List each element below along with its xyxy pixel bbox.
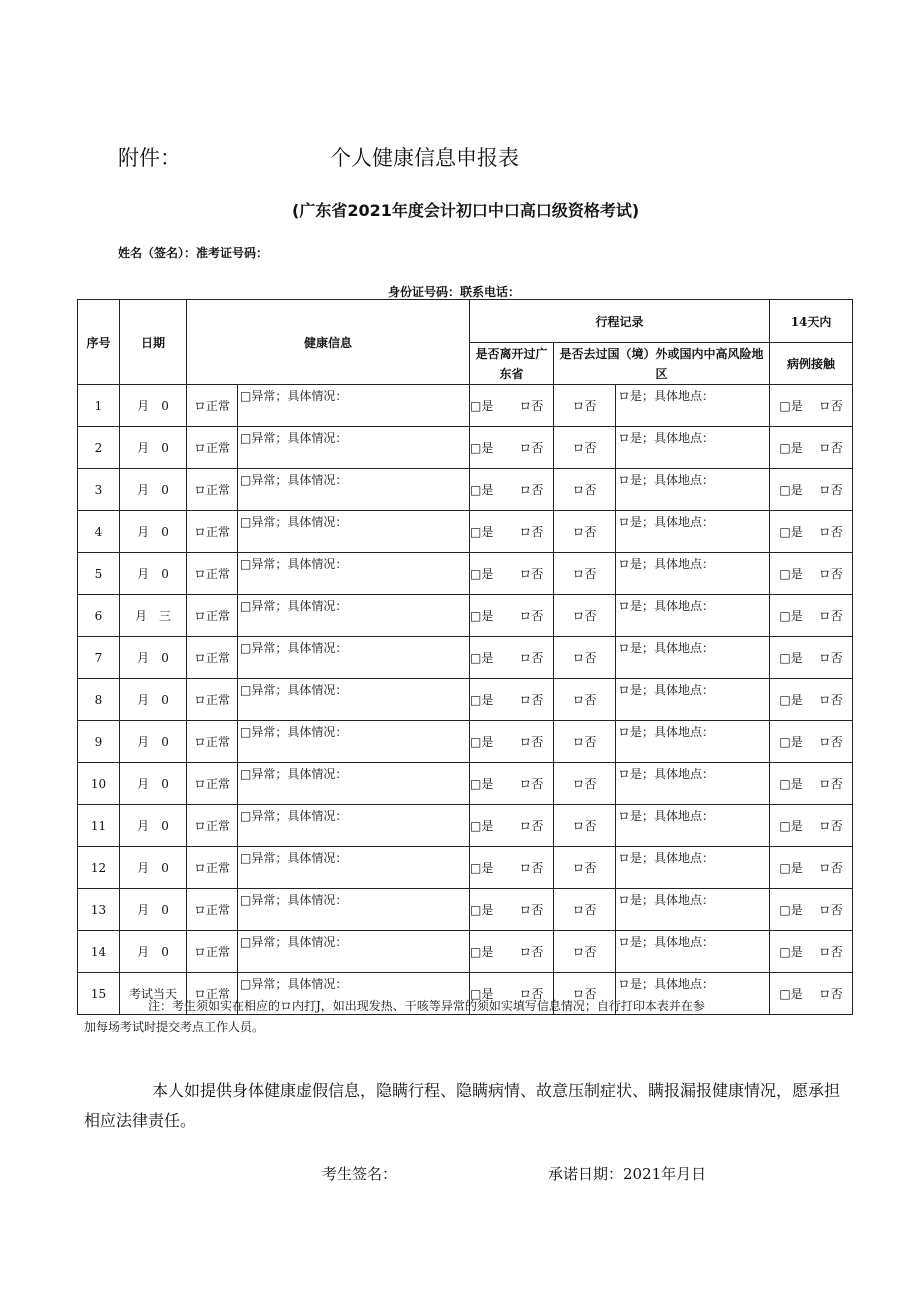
- table-row: [78, 889, 853, 931]
- health-normal-checkbox[interactable]: ロ正常: [187, 469, 238, 511]
- health-abnormal-field[interactable]: □异常；具体情况：: [238, 931, 470, 973]
- risk-area-yes-field[interactable]: ロ是；具体地点：: [616, 721, 770, 763]
- case-contact-options[interactable]: □是 ロ否: [770, 847, 853, 889]
- case-contact-options[interactable]: □是 ロ否: [770, 595, 853, 637]
- risk-area-yes-field[interactable]: ロ是；具体地点：: [616, 679, 770, 721]
- left-guangdong-options[interactable]: □是 ロ否: [470, 889, 554, 931]
- row-date: 月 0: [120, 763, 187, 805]
- case-contact-options[interactable]: □是 ロ否: [770, 637, 853, 679]
- left-guangdong-options[interactable]: □是 ロ否: [470, 553, 554, 595]
- risk-area-yes-field[interactable]: ロ是；具体地点：: [616, 469, 770, 511]
- note-line-1: 注：考生须如实在相应的ロ内打J，如出现发热、干咳等异常的须如实填写信息情况；自行打印本表并在参: [148, 999, 705, 1013]
- header-14-days: 14天内: [770, 300, 853, 343]
- risk-area-no-checkbox[interactable]: ロ否: [554, 427, 616, 469]
- risk-area-no-checkbox[interactable]: ロ否: [554, 595, 616, 637]
- left-guangdong-options[interactable]: □是 ロ否: [470, 931, 554, 973]
- health-normal-checkbox[interactable]: ロ正常: [187, 553, 238, 595]
- risk-area-yes-field[interactable]: ロ是；具体地点：: [616, 805, 770, 847]
- health-normal-checkbox[interactable]: ロ正常: [187, 973, 238, 1015]
- header-risk-area: 是否去过国（境）外或国内中高风险地区: [554, 343, 770, 385]
- row-number: 12: [78, 847, 120, 889]
- case-contact-options[interactable]: □是 ロ否: [770, 889, 853, 931]
- left-guangdong-options[interactable]: □是 ロ否: [470, 385, 554, 427]
- table-body: [78, 385, 853, 1015]
- table-row: [78, 805, 853, 847]
- row-number: 15: [78, 973, 120, 1015]
- risk-area-no-checkbox[interactable]: ロ否: [554, 931, 616, 973]
- health-normal-checkbox[interactable]: ロ正常: [187, 805, 238, 847]
- left-guangdong-options[interactable]: □是 ロ否: [470, 637, 554, 679]
- risk-area-no-checkbox[interactable]: ロ否: [554, 889, 616, 931]
- page-subtitle: (广东省2021年度会计初口中口高口级资格考试): [292, 201, 640, 220]
- case-contact-options[interactable]: □是 ロ否: [770, 553, 853, 595]
- health-abnormal-field[interactable]: □异常；具体情况：: [238, 889, 470, 931]
- health-abnormal-field[interactable]: □异常；具体情况：: [238, 511, 470, 553]
- risk-area-no-checkbox[interactable]: ロ否: [554, 637, 616, 679]
- case-contact-options[interactable]: □是 ロ否: [770, 721, 853, 763]
- attachment-label: 附件：: [118, 146, 181, 170]
- health-abnormal-field[interactable]: □异常；具体情况：: [238, 595, 470, 637]
- row-date: 月 0: [120, 637, 187, 679]
- health-normal-checkbox[interactable]: ロ正常: [187, 889, 238, 931]
- row-number: 1: [78, 385, 120, 427]
- row-number: 2: [78, 427, 120, 469]
- risk-area-yes-field[interactable]: ロ是；具体地点：: [616, 385, 770, 427]
- row-number: 5: [78, 553, 120, 595]
- case-contact-options[interactable]: □是 ロ否: [770, 511, 853, 553]
- note-line-2: 加每场考试时提交考点工作人员。: [84, 1020, 265, 1034]
- health-normal-checkbox[interactable]: ロ正常: [187, 385, 238, 427]
- health-abnormal-field[interactable]: □异常；具体情况：: [238, 679, 470, 721]
- health-normal-checkbox[interactable]: ロ正常: [187, 679, 238, 721]
- health-abnormal-field[interactable]: □异常；具体情况：: [238, 469, 470, 511]
- row-number: 11: [78, 805, 120, 847]
- row-date: 月 0: [120, 889, 187, 931]
- case-contact-options[interactable]: □是 ロ否: [770, 427, 853, 469]
- health-abnormal-field[interactable]: □异常；具体情况：: [238, 763, 470, 805]
- risk-area-no-checkbox[interactable]: ロ否: [554, 763, 616, 805]
- table-row: [78, 469, 853, 511]
- row-number: 14: [78, 931, 120, 973]
- risk-area-yes-field[interactable]: ロ是；具体地点：: [616, 595, 770, 637]
- health-declaration-table: [77, 299, 853, 1015]
- risk-area-yes-field[interactable]: ロ是；具体地点：: [616, 889, 770, 931]
- health-normal-checkbox[interactable]: ロ正常: [187, 595, 238, 637]
- left-guangdong-options[interactable]: □是 ロ否: [470, 469, 554, 511]
- risk-area-no-checkbox[interactable]: ロ否: [554, 385, 616, 427]
- header-health-info: 健康信息: [187, 300, 470, 385]
- row-date: 月 0: [120, 427, 187, 469]
- case-contact-options[interactable]: □是 ロ否: [770, 469, 853, 511]
- table-row: [78, 427, 853, 469]
- row-number: 3: [78, 469, 120, 511]
- risk-area-yes-field[interactable]: ロ是；具体地点：: [616, 427, 770, 469]
- left-guangdong-options[interactable]: □是 ロ否: [470, 805, 554, 847]
- risk-area-no-checkbox[interactable]: ロ否: [554, 511, 616, 553]
- case-contact-options[interactable]: □是 ロ否: [770, 973, 853, 1015]
- left-guangdong-options[interactable]: □是 ロ否: [470, 973, 554, 1015]
- risk-area-yes-field[interactable]: ロ是；具体地点：: [616, 553, 770, 595]
- risk-area-no-checkbox[interactable]: ロ否: [554, 553, 616, 595]
- declaration-text: 本人如提供身体健康虚假信息，隐瞒行程、隐瞒病情、故意压制症状、瞒报漏报健康情况，愿承担相应法律责任。: [84, 1081, 841, 1130]
- header-case-contact: 病例接触: [770, 343, 853, 385]
- health-abnormal-field[interactable]: □异常；具体情况：: [238, 553, 470, 595]
- header-travel-record: 行程记录: [470, 300, 770, 343]
- row-date: 月 0: [120, 511, 187, 553]
- table-row: [78, 931, 853, 973]
- left-guangdong-options[interactable]: □是 ロ否: [470, 511, 554, 553]
- health-abnormal-field[interactable]: □异常；具体情况：: [238, 847, 470, 889]
- risk-area-yes-field[interactable]: ロ是；具体地点：: [616, 847, 770, 889]
- name-exam-number-line: 姓名（签名）：准考证号码：: [118, 246, 269, 260]
- row-date: 月 0: [120, 679, 187, 721]
- case-contact-options[interactable]: □是 ロ否: [770, 385, 853, 427]
- risk-area-no-checkbox[interactable]: ロ否: [554, 721, 616, 763]
- risk-area-no-checkbox[interactable]: ロ否: [554, 679, 616, 721]
- left-guangdong-options[interactable]: □是 ロ否: [470, 847, 554, 889]
- risk-area-no-checkbox[interactable]: ロ否: [554, 805, 616, 847]
- row-date: 月 0: [120, 805, 187, 847]
- health-normal-checkbox[interactable]: ロ正常: [187, 511, 238, 553]
- health-normal-checkbox[interactable]: ロ正常: [187, 637, 238, 679]
- health-abnormal-field[interactable]: □异常；具体情况：: [238, 385, 470, 427]
- row-date: 月 三: [120, 595, 187, 637]
- header-no: 序号: [78, 300, 120, 385]
- commitment-date: 承诺日期：2021年月日: [548, 1165, 707, 1183]
- health-normal-checkbox[interactable]: ロ正常: [187, 931, 238, 973]
- case-contact-options[interactable]: □是 ロ否: [770, 679, 853, 721]
- row-date: 月 0: [120, 469, 187, 511]
- row-date: 月 0: [120, 721, 187, 763]
- row-date: 月 0: [120, 553, 187, 595]
- row-date: 月 0: [120, 931, 187, 973]
- row-number: 13: [78, 889, 120, 931]
- health-normal-checkbox[interactable]: ロ正常: [187, 721, 238, 763]
- row-date: 月 0: [120, 847, 187, 889]
- health-abnormal-field[interactable]: □异常；具体情况：: [238, 427, 470, 469]
- health-normal-checkbox[interactable]: ロ正常: [187, 427, 238, 469]
- health-normal-checkbox[interactable]: ロ正常: [187, 847, 238, 889]
- row-number: 8: [78, 679, 120, 721]
- row-date: 月 0: [120, 385, 187, 427]
- health-abnormal-field[interactable]: □异常；具体情况：: [238, 721, 470, 763]
- row-date: 考试当天: [120, 973, 187, 1015]
- header-date: 日期: [120, 300, 187, 385]
- case-contact-options[interactable]: □是 ロ否: [770, 763, 853, 805]
- row-number: 10: [78, 763, 120, 805]
- table-row: [78, 847, 853, 889]
- row-number: 6: [78, 595, 120, 637]
- left-guangdong-options[interactable]: □是 ロ否: [470, 721, 554, 763]
- health-normal-checkbox[interactable]: ロ正常: [187, 763, 238, 805]
- risk-area-yes-field[interactable]: ロ是；具体地点：: [616, 931, 770, 973]
- signature-label: 考生签名：: [322, 1165, 398, 1183]
- table-row: [78, 637, 853, 679]
- left-guangdong-options[interactable]: □是 ロ否: [470, 427, 554, 469]
- table-row: [78, 511, 853, 553]
- header-left-guangdong: 是否离开过广东省: [470, 343, 554, 385]
- table-row: [78, 763, 853, 805]
- row-number: 7: [78, 637, 120, 679]
- case-contact-options[interactable]: □是 ロ否: [770, 931, 853, 973]
- table-row: [78, 553, 853, 595]
- table-row: [78, 721, 853, 763]
- risk-area-no-checkbox[interactable]: ロ否: [554, 973, 616, 1015]
- risk-area-yes-field[interactable]: ロ是；具体地点：: [616, 973, 770, 1015]
- row-number: 4: [78, 511, 120, 553]
- table-row: [78, 679, 853, 721]
- risk-area-yes-field[interactable]: ロ是；具体地点：: [616, 637, 770, 679]
- page-title: 个人健康信息申报表: [330, 146, 519, 170]
- case-contact-options[interactable]: □是 ロ否: [770, 805, 853, 847]
- risk-area-yes-field[interactable]: ロ是；具体地点：: [616, 511, 770, 553]
- risk-area-no-checkbox[interactable]: ロ否: [554, 847, 616, 889]
- health-abnormal-field[interactable]: □异常；具体情况：: [238, 805, 470, 847]
- health-abnormal-field[interactable]: □异常；具体情况：: [238, 973, 470, 1015]
- left-guangdong-options[interactable]: □是 ロ否: [470, 763, 554, 805]
- risk-area-yes-field[interactable]: ロ是；具体地点：: [616, 763, 770, 805]
- table-row: [78, 385, 853, 427]
- left-guangdong-options[interactable]: □是 ロ否: [470, 679, 554, 721]
- health-abnormal-field[interactable]: □异常；具体情况：: [238, 637, 470, 679]
- risk-area-no-checkbox[interactable]: ロ否: [554, 469, 616, 511]
- id-phone-line: 身份证号码：联系电话：: [388, 285, 521, 299]
- row-number: 9: [78, 721, 120, 763]
- table-row: [78, 595, 853, 637]
- left-guangdong-options[interactable]: □是 ロ否: [470, 595, 554, 637]
